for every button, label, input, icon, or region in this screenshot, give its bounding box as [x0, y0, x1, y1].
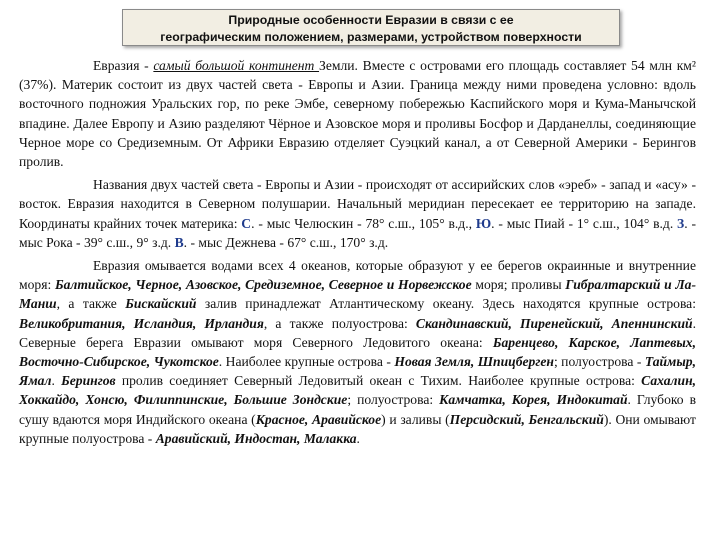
west-label: З [677, 215, 685, 231]
text: ) и заливы ( [381, 411, 450, 427]
emphasis-text: Великобритания, Исландия, Ирландия [19, 315, 264, 331]
emphasis-text: Красное, Аравийское [255, 411, 382, 427]
paragraph-continent [19, 56, 696, 171]
text: Евразия - [93, 58, 154, 73]
text: . Глубоко в сушу вдаются моря Индийского океана ( [19, 392, 696, 427]
title-line-1: Природные особенности Евразии в связи с ее [228, 13, 514, 27]
text: , а также [56, 296, 126, 312]
paragraph-oceans [19, 256, 696, 448]
emphasis-text: Берингов [61, 373, 116, 389]
slide-body [19, 56, 696, 448]
slide-title [122, 9, 620, 46]
text: Названия двух частей света - Европы и Азии - происходят от ассирийских слов «эреб» - запад и «асу» - восток. Евразия находится в Северном полушарии. Начальный меридиан пересекает ее территорию на западе. Координаты крайних точек материка: [19, 177, 696, 231]
text: Земли. Вместе с островами его площадь составляет 54 млн км² (37%). Материк состоит из двух частей света - Европы и Азии. Граница между ними проведена условно: вдоль восточного подножия Уральских гор, по реке Эмбе, северному побережью Каспийского моря и Кума-Манычской впадине. Далее Европу и Азию разделяют Чёрное и Азовское моря и проливы Босфор и Дарданеллы, соединяющие Черное море со Средиземным. От Африки Евразию отделяет Суэцкий канал, а от Северной Америки - Берингов пролив. [19, 58, 696, 170]
emphasis-text: Баренцево, Карское, Лаптевых, Восточно-Сибирское, Чукотское [19, 334, 696, 370]
emphasis-text: Камчатка, Корея, Индокитай [439, 392, 628, 408]
emphasis-text: самый большой континент [153, 58, 320, 73]
text: залив принадлежат Атлантическому океану. Здесь находятся крупные острова: [196, 296, 696, 312]
emphasis-text: Новая Земля, Шпицберген [394, 354, 554, 370]
emphasis-text: Гибралтарский и Ла-Манш [19, 277, 696, 312]
text: . - мыс Рока - 39° с.ш., 9° з.д. [19, 215, 696, 250]
emphasis-text: Балтийское, Черное, Азовское, Средиземное, Северное и Норвежское [54, 277, 472, 293]
emphasis-text: Скандинавский, Пиренейский, Апеннинский [415, 315, 693, 331]
emphasis-text: Аравийский, Индостан, Малакка [155, 430, 357, 446]
text: моря; проливы [471, 277, 566, 293]
text: Евразия омывается водами всех 4 океанов, которые образуют у ее берегов окраинные и внутренние моря: [19, 258, 696, 293]
text: . - мыс Дежнева - 67° с.ш., 170° з.д. [183, 234, 389, 250]
text: пролив соединяет Северный Ледовитый океан с Тихим. Наиболее крупные острова: [115, 373, 642, 389]
emphasis-text: Таймыр, Ямал [19, 354, 696, 389]
paragraph-coordinates [19, 175, 696, 252]
text: . [51, 373, 62, 389]
emphasis-text: Сахалин, Хоккайдо, Хонсю, Филиппинские, Большие Зондские [19, 373, 697, 408]
text: . - мыс Пиай - 1° с.ш., 104° в.д. [491, 215, 678, 231]
text: , а также полуостров [263, 315, 398, 331]
text: . Северные берега Евразии омывают моря Северного Ледовитого океана: [19, 315, 696, 350]
emphasis-text: Бискайский [125, 296, 197, 312]
south-label: Ю [475, 215, 492, 231]
text: ). Они омывают крупные полуострова - [19, 411, 696, 446]
title-line-2: географическим положением, размерами, устройством поверхности [160, 30, 582, 44]
north-label: С [241, 215, 252, 231]
text: . - мыс Челюскин - 78° с.ш., 105° в.д., [251, 215, 476, 231]
text: ; полуострова: [347, 392, 440, 408]
text: . Наиболее крупные острова - [218, 354, 395, 370]
text: . [356, 430, 360, 446]
text: ; полуострова - [553, 354, 645, 370]
text: а: [397, 315, 416, 331]
emphasis-text: Персидский, Бенгальский [449, 411, 604, 427]
east-label: В [174, 234, 184, 250]
